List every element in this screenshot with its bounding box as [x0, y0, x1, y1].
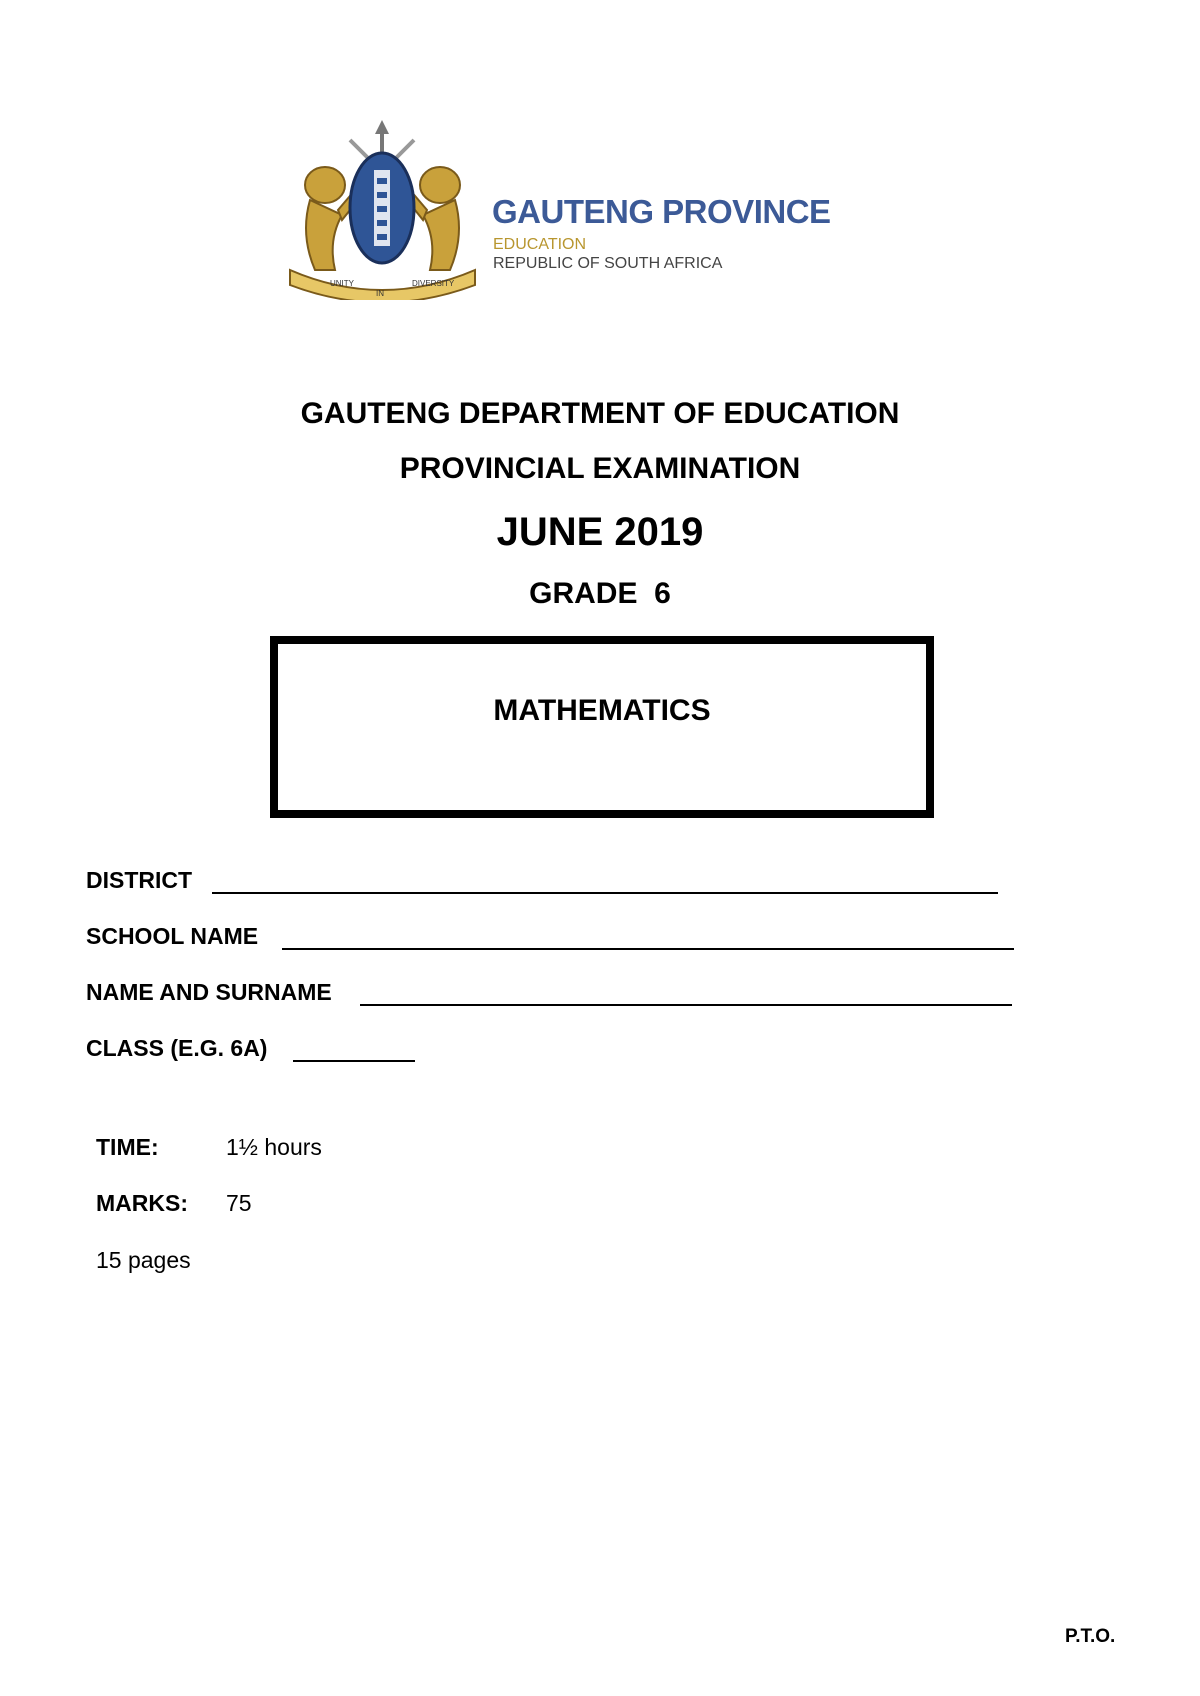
name-surname-line[interactable]	[360, 1004, 1012, 1006]
gauteng-logo	[280, 120, 840, 300]
school-name-label: SCHOOL NAME	[86, 923, 259, 949]
subject-title: MATHEMATICS	[493, 694, 711, 727]
logo-title: GAUTENG PROVINCE	[492, 193, 831, 230]
coat-of-arms-icon	[280, 120, 485, 300]
page-count: 15 pages	[96, 1247, 191, 1273]
class-line[interactable]	[293, 1060, 415, 1062]
motto-in: IN	[376, 289, 384, 298]
department-heading: GAUTENG DEPARTMENT OF EDUCATION	[300, 397, 900, 430]
name-surname-label: NAME AND SURNAME	[86, 979, 332, 1005]
session-heading: JUNE 2019	[496, 510, 704, 554]
subject-box	[270, 636, 934, 818]
time-label: TIME:	[96, 1134, 159, 1160]
logo-subtitle-country: REPUBLIC OF SOUTH AFRICA	[493, 255, 723, 272]
motto-diversity: DIVERSITY	[412, 279, 455, 288]
marks-label: MARKS:	[96, 1190, 188, 1216]
school-name-line[interactable]	[282, 948, 1014, 950]
marks-value: 75	[226, 1190, 252, 1216]
class-label: CLASS (E.G. 6A)	[86, 1035, 268, 1061]
motto-unity: UNITY	[330, 279, 354, 288]
time-value: 1½ hours	[226, 1134, 322, 1160]
grade-heading: GRADE 6	[529, 577, 671, 610]
pto-label: P.T.O.	[1065, 1626, 1116, 1647]
district-line[interactable]	[212, 892, 998, 894]
exam-heading: PROVINCIAL EXAMINATION	[399, 452, 801, 485]
district-label: DISTRICT	[86, 867, 193, 893]
logo-subtitle-education: EDUCATION	[493, 236, 587, 253]
